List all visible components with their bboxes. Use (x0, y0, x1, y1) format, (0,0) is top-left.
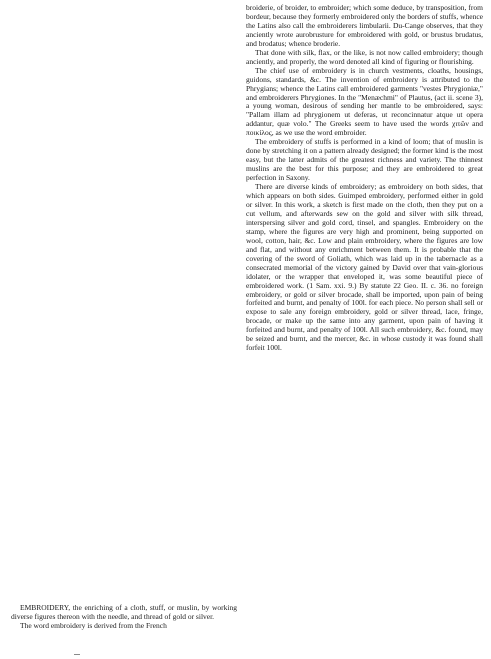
paragraph-etymology-continued: broiderie, of broider, to embroider; which some deduce, by transposition, from bordeur, because they formerly embroidered only the borders of stuffs, whence the Latins also call the embroiderers limbularii. Du-Cange observes, that they anciently wrote aurobrusture for embroidered with gold, or brustus brudatus, and brodatus; whence broderie. (246, 3, 483, 48)
left-text-column (11, 604, 237, 631)
paragraph-silk-flax: That done with silk, flax, or the like, is not now called embroidery; though anciently, and properly, the word denoted all kind of figuring or flourishing. (246, 47, 483, 66)
right-text-column (246, 4, 483, 353)
paragraph-embroidery-definition: EMBROIDERY, the enriching of a cloth, stuff, or muslin, by working diverse figures thereon with the needle, and thread of gold or silver. (11, 603, 237, 621)
paragraph-stuffs-muslin: The embroidery of stuffs is performed in a kind of loom; that of muslin is done by stretching it on a pattern already designed; the former kind is the most easy, but the latter admits of the greatest richness and variety. The thinnest muslins are the best for this purpose; and they are embroidered to great perfection in Saxony. (246, 137, 483, 183)
stray-print-mark (74, 654, 80, 655)
paragraph-kinds-statute: There are diverse kinds of embroidery; as embroidery on both sides, that which appears on both sides. Guimped embroidery, performed either in gold or silver. In this work, a sketch is first made on the cloth, then they put on a cut vellum, and afterwards sew on the gold and silver with silk thread, interspersing silver and gold cord, tinsel, and spangles. Embroidery on the stamp, where the figures are very high and prominent, being supported on wool, cotton, hair, &c. Low and plain embroidery, where the figures are low and flat, and without any enrichment between them. It is probable that the covering of the sword of Goliath, which was laid up in the tabernacle as a consecrated memorial of the victory gained by David over that vain-glorious idolater, or the wrapper that enveloped it, was some beautiful piece of embroidered work. (1 Sam. xxi. 9.) By statute 22 Geo. II. c. 36. no foreign embroidery, or gold or silver brocade, shall be imported, upon pain of being forfeited and burnt, and penalty of 100l. for each piece. No person shall sell or expose to sale any foreign embroidery, gold or silver thread, lace, fringe, brocade, or make up the same into any garment, upon pain of having it forfeited and burnt, and penalty of 100l. All such embroidery, &c. found, may be seized and burnt, and the mercer, &c. in whose custody it was found shall forfeit 100l. (246, 182, 483, 353)
paragraph-word-derived: The word embroidery is derived from the French (20, 620, 167, 630)
paragraph-chief-use: The chief use of embroidery is in church vestments, cloaths, housings, guidons, standards, &c. The invention of embroidery is attributed to the Phrygians; whence the Latins call embroidered garments "vestes Phrygioniæ," and embroiderers Phrygiones. In the "Menæchmi" of Plautus, (act ii. scene 3), a young woman, desirous of sending her mantle to be embroidered, says: "Pallam illam ad phrygionem ut deferas, ut reconcinnatur atque ut opera addantur, quæ volo." The Greeks seem to have used the words χιτῶν and ποικίλος, as we use the word embroider. (246, 65, 483, 138)
